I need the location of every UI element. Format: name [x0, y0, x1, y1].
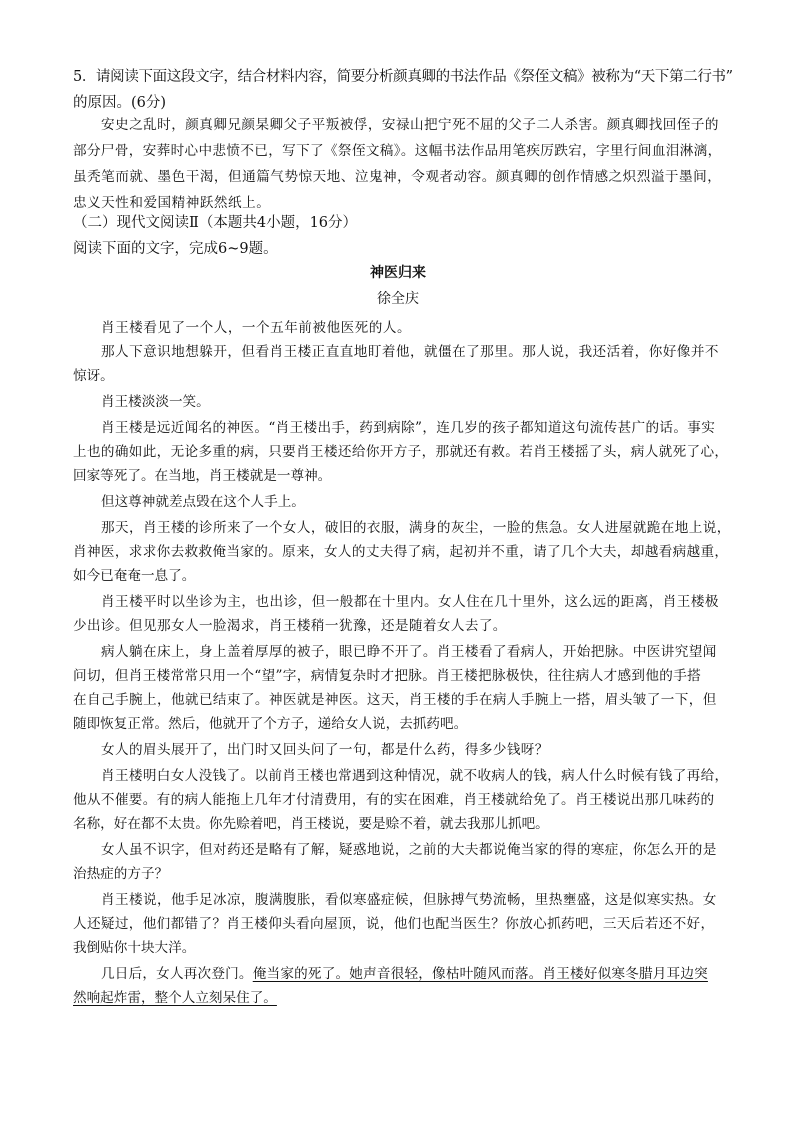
- article-line: 我倒贴你十块大洋。: [73, 940, 196, 956]
- article-line: 肖王楼平时以坐诊为主，也出诊，但一般都在十里内。女人住在几十里外，这么远的距离，肖王楼极: [101, 594, 719, 610]
- article-title: 神医归来: [370, 265, 426, 281]
- article-underlined-sentence: 俺当家的死了。她声音很轻，像枯叶随风而落。肖王楼好似寒冬腊月耳边突: [252, 966, 708, 982]
- section-heading: （二）现代文阅读Ⅱ（本题共4小题，16分）: [73, 215, 358, 231]
- question-5-line-1: 5．请阅读下面这段文字，结合材料内容，简要分析颜真卿的书法作品《祭侄文稿》被称为“天下第二行书”: [73, 69, 733, 85]
- article-author: 徐全庆: [377, 291, 419, 307]
- article-line: 名称，好在都不太贵。你先赊着吧，肖王楼说，要是赊不着，就去我那儿抓吧。: [73, 816, 549, 832]
- article-line: 肖王楼看见了一个人，一个五年前被他医死的人。: [101, 320, 412, 336]
- article-line: 但这尊神就差点毁在这个人手上。: [101, 494, 305, 510]
- article-last-intro: 几日后，女人再次登门。: [101, 966, 253, 982]
- article-line: 如今已奄奄一息了。: [73, 568, 196, 584]
- article-line: 随即恢复正常。然后，他就开了个方子，递给女人说，去抓药吧。: [73, 716, 468, 732]
- article-line: 惊讶。: [73, 368, 114, 384]
- section-header: [73, 210, 723, 262]
- article: [73, 262, 731, 1022]
- article-line: 肖王楼淡淡一笑。: [101, 394, 210, 410]
- article-line: 病人躺在床上，身上盖着厚厚的被子，眼已睁不开了。肖王楼看了看病人，开始把脉。中医讲究望闻: [101, 644, 717, 660]
- article-line: 女人虽不识字，但对药还是略有了解，疑惑地说，之前的大夫都说俺当家的得的寒症，你怎么开的是: [101, 842, 717, 858]
- article-line: 回家等死了。在当地，肖王楼就是一尊神。: [73, 468, 332, 484]
- article-underlined-sentence-end: 然响起炸雷，整个人立刻呆住了。: [73, 990, 277, 1006]
- article-line: 肖王楼说，他手足冰凉，腹满腹胀，看似寒盛症候，但脉搏气势流畅，里热壅盛，这是似寒实热。女: [101, 892, 717, 908]
- article-line: 少出诊。但见那女人一脸渴求，肖王楼稍一犹豫，还是随着女人去了。: [73, 618, 507, 634]
- article-line: 在自己手腕上，他就已结束了。神医就是神医。这天，肖王楼的手在病人手腕上一搭，眉头皱了一下，但: [73, 692, 717, 708]
- article-line: 女人的眉头展开了，出门时又回头问了一句，都是什么药，得多少钱呀？: [101, 742, 549, 758]
- article-last-line-1: [101, 962, 708, 982]
- article-line: 肖王楼是远近闻名的神医。“肖王楼出手，药到病除”，连几岁的孩子都知道这句流传甚广的话。事实: [101, 420, 716, 436]
- section-instruction: 阅读下面的文字，完成6~9题。: [73, 241, 278, 257]
- material-line-4: 忠义天性和爱国精神跃然纸上。: [73, 195, 271, 211]
- article-line: 问切，但肖王楼常常只用一个“望”字，病情复杂时才把脉。肖王楼把脉极快，往往病人才感到他的手搭: [73, 668, 702, 684]
- article-line: 那人下意识地想躲开，但看肖王楼正直直地盯着他，就僵在了那里。那人说，我还活着，你好像并不: [101, 344, 719, 360]
- article-last-line-2: [73, 986, 277, 1006]
- article-line: 上也的确如此，无论多重的病，只要肖王楼还给你开方子，那就还有救。若肖王楼摇了头，病人就死了心，: [73, 444, 729, 460]
- material-line-2: 部分尸骨，安葬时心中悲愤不已，写下了《祭侄文稿》。这幅书法作品用笔疾厉跌宕，字里行间血泪淋漓，: [73, 143, 722, 159]
- article-line: 肖神医，求求你去救救俺当家的。原来，女人的丈夫得了病，起初并不重，请了几个大夫，却越看病越重，: [73, 544, 729, 560]
- material-line-3: 虽秃笔而就、墨色干渴，但通篇气势惊天地、泣鬼神，令观者动容。颜真卿的创作情感之炽烈溢于墨间，: [73, 169, 722, 185]
- material-line-1: 安史之乱时，颜真卿兄颜杲卿父子平叛被俘，安禄山把宁死不屈的父子二人杀害。颜真卿找回侄子的: [101, 117, 719, 133]
- article-line: 肖王楼明白女人没钱了。以前肖王楼也常遇到这种情况，就不收病人的钱，病人什么时候有钱了再给，: [101, 768, 729, 784]
- question-5: [73, 64, 733, 116]
- article-line: 那天，肖王楼的诊所来了一个女人，破旧的衣服，满身的灰尘，一脸的焦急。女人进屋就跪在地上说，: [101, 520, 731, 536]
- question-5-line-2: 的原因。(6分): [73, 95, 167, 111]
- article-line: 人还疑过，他们都错了？肖王楼仰头看向屋顶，说，他们也配当医生？你放心抓药吧，三天后若还不好，: [73, 916, 715, 932]
- article-line: 治热症的方子？: [73, 866, 169, 882]
- article-line: 他从不催要。有的病人能拖上几年才付清费用，有的实在困难，肖王楼就给免了。肖王楼说出那几味药的: [73, 792, 715, 808]
